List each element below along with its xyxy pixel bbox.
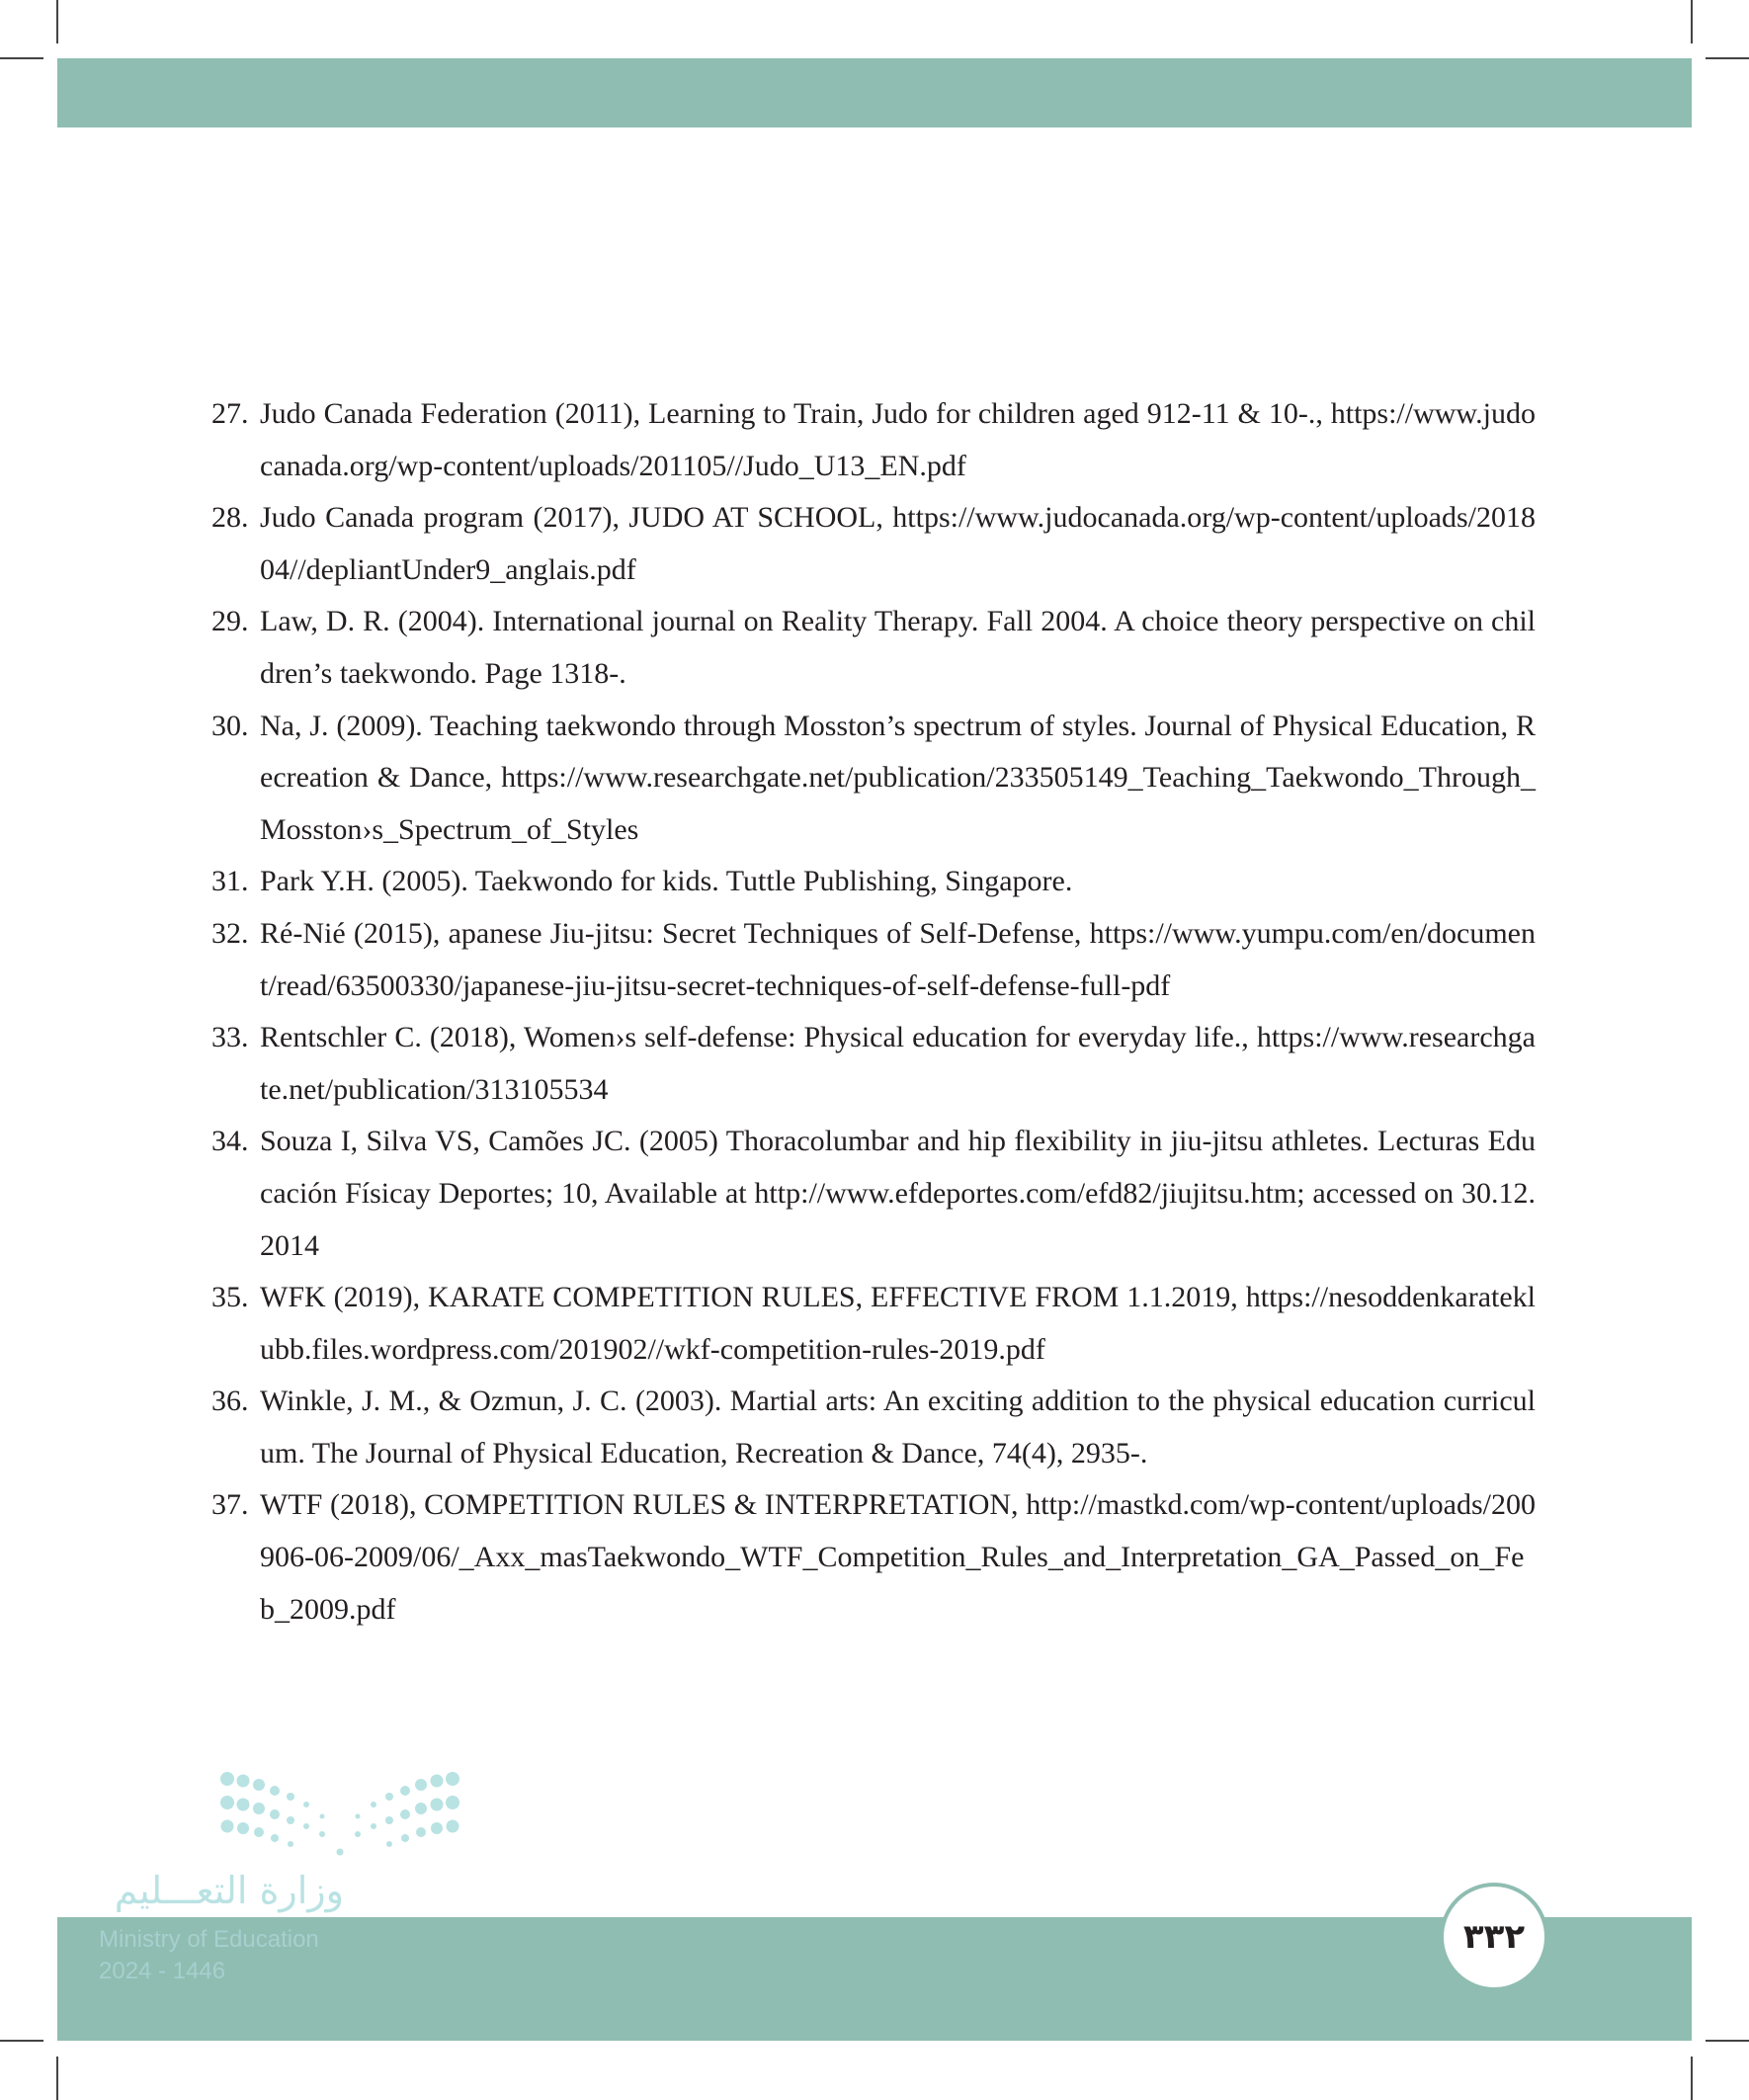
reference-number: 37. bbox=[211, 1488, 249, 1522]
logo-dot bbox=[431, 1775, 444, 1788]
ministry-logo-english: Ministry of Education bbox=[99, 1926, 319, 1953]
logo-dot bbox=[220, 1772, 234, 1786]
crop-mark bbox=[0, 2040, 43, 2042]
logo-dot bbox=[355, 1831, 361, 1837]
reference-text: Judo Canada Federation (2011), Learning to Train, Judo for children aged 912-11 & 10-., https://www.judocanada.org/wp-content/uploads/201105//Judo_U13_EN.pdf bbox=[260, 397, 1536, 482]
logo-dot bbox=[431, 1799, 444, 1811]
ministry-logo-arabic: وزارة التعـــليم bbox=[114, 1869, 344, 1912]
logo-dot bbox=[400, 1809, 410, 1819]
reference-text: Park Y.H. (2005). Taekwondo for kids. Tuttle Publishing, Singapore. bbox=[260, 865, 1073, 898]
reference-text: WFK (2019), KARATE COMPETITION RULES, EFFECTIVE FROM 1.1.2019, https://nesoddenkarateklubb.files.wordpress.com/201902//wkf-competition-rules-2019.pdf bbox=[260, 1281, 1536, 1366]
reference-item bbox=[211, 908, 1536, 1012]
logo-dot bbox=[287, 1793, 294, 1801]
reference-number: 36. bbox=[211, 1385, 249, 1418]
reference-item bbox=[211, 492, 1536, 596]
page-number: ٣٣٢ bbox=[1440, 1883, 1548, 1991]
reference-item bbox=[211, 701, 1536, 857]
reference-number: 35. bbox=[211, 1281, 249, 1314]
logo-dot bbox=[237, 1775, 250, 1788]
reference-item bbox=[211, 1012, 1536, 1116]
reference-item bbox=[211, 856, 1536, 908]
logo-dot bbox=[401, 1834, 409, 1842]
logo-dot bbox=[254, 1827, 264, 1837]
reference-number: 27. bbox=[211, 397, 249, 430]
reference-text: Rentschler C. (2018), Women›s self-defense: Physical education for everyday life., https://www.researchgate.net/publication/313105534 bbox=[260, 1021, 1536, 1106]
logo-dot bbox=[431, 1822, 443, 1834]
logo-dot bbox=[303, 1802, 309, 1807]
crop-mark bbox=[0, 57, 43, 59]
reference-list bbox=[211, 388, 1536, 1636]
reference-number: 34. bbox=[211, 1125, 249, 1158]
logo-dot bbox=[319, 1831, 325, 1837]
logo-dot bbox=[220, 1796, 234, 1809]
reference-text: Law, D. R. (2004). International journal on Reality Therapy. Fall 2004. A choice theory perspective on children’s taekwondo. Page 1318-. bbox=[260, 605, 1536, 690]
logo-dot bbox=[371, 1823, 376, 1829]
crop-mark bbox=[56, 0, 58, 43]
reference-number: 28. bbox=[211, 501, 249, 535]
logo-dot bbox=[446, 1796, 459, 1809]
logo-dot bbox=[303, 1823, 309, 1829]
reference-number: 29. bbox=[211, 605, 249, 638]
logo-dot bbox=[447, 1820, 459, 1833]
logo-dot bbox=[288, 1841, 293, 1847]
logo-dot bbox=[446, 1772, 459, 1786]
reference-number: 32. bbox=[211, 916, 249, 950]
reference-item bbox=[211, 1376, 1536, 1479]
logo-dot bbox=[386, 1841, 392, 1847]
reference-number: 30. bbox=[211, 709, 249, 742]
reference-text: WTF (2018), COMPETITION RULES & INTERPRETATION, http://mastkd.com/wp-content/uploads/200906-06-2009/06/_Axx_masTaekwondo_WTF_Competition_Rules_and_Interpretation_GA_Passed_on_Feb_2009.pdf bbox=[260, 1488, 1536, 1626]
ministry-logo-dots bbox=[215, 1769, 464, 1860]
reference-item bbox=[211, 388, 1536, 492]
reference-text: Ré-Nié (2015), apanese Jiu-jitsu: Secret Techniques of Self-Defense, https://www.yumpu.com/en/document/read/63500330/japanese-jiu-jitsu-secret-techniques-of-self-defense-full-pdf bbox=[260, 916, 1536, 1002]
logo-dot bbox=[400, 1786, 410, 1796]
logo-dot bbox=[385, 1793, 393, 1801]
header-band bbox=[57, 58, 1692, 127]
reference-text: Na, J. (2009). Teaching taekwondo through Mosston’s spectrum of styles. Journal of Physical Education, Recreation & Dance, https://www.researchgate.net/publication/233505149_Teaching_Taekwondo_Through_Mosston›s_Spectrum_of_Styles bbox=[260, 709, 1536, 846]
reference-number: 33. bbox=[211, 1021, 249, 1054]
reference-item bbox=[211, 1116, 1536, 1272]
logo-dot bbox=[287, 1816, 294, 1824]
logo-dot bbox=[385, 1816, 393, 1824]
crop-mark bbox=[1706, 2040, 1749, 2042]
logo-dot bbox=[221, 1820, 234, 1833]
logo-dot bbox=[253, 1803, 265, 1814]
logo-dot bbox=[237, 1822, 249, 1834]
logo-dot bbox=[337, 1849, 344, 1856]
reference-item bbox=[211, 1272, 1536, 1376]
logo-dot bbox=[270, 1809, 280, 1819]
logo-dot bbox=[415, 1779, 427, 1791]
ministry-logo-year: 2024 - 1446 bbox=[99, 1958, 226, 1984]
crop-mark bbox=[1706, 57, 1749, 59]
reference-text: Souza I, Silva VS, Camões JC. (2005) Thoracolumbar and hip flexibility in jiu-jitsu athletes. Lecturas Educación Físicay Deportes; 10, Available at http://www.efdeportes.com/efd82/jiujitsu.htm; accessed on 30.12.2014 bbox=[260, 1125, 1536, 1262]
logo-dot bbox=[237, 1799, 250, 1811]
reference-text: Judo Canada program (2017), JUDO AT SCHOOL, https://www.judocanada.org/wp-content/uploads/201804//depliantUnder9_anglais.pdf bbox=[260, 501, 1536, 586]
logo-dot bbox=[415, 1803, 427, 1814]
crop-mark bbox=[1691, 2057, 1693, 2100]
reference-item bbox=[211, 596, 1536, 700]
logo-dot bbox=[253, 1779, 265, 1791]
crop-mark bbox=[1691, 0, 1693, 43]
logo-dot bbox=[271, 1834, 279, 1842]
reference-item bbox=[211, 1479, 1536, 1636]
logo-dot bbox=[416, 1827, 426, 1837]
logo-dot bbox=[356, 1814, 361, 1819]
logo-dot bbox=[270, 1786, 280, 1796]
reference-number: 31. bbox=[211, 865, 249, 898]
logo-dot bbox=[320, 1814, 325, 1819]
reference-text: Winkle, J. M., & Ozmun, J. C. (2003). Martial arts: An exciting addition to the physical education curriculum. The Journal of Physical Education, Recreation & Dance, 74(4), 2935-. bbox=[260, 1385, 1536, 1470]
crop-mark bbox=[56, 2057, 58, 2100]
logo-dot bbox=[371, 1802, 376, 1807]
